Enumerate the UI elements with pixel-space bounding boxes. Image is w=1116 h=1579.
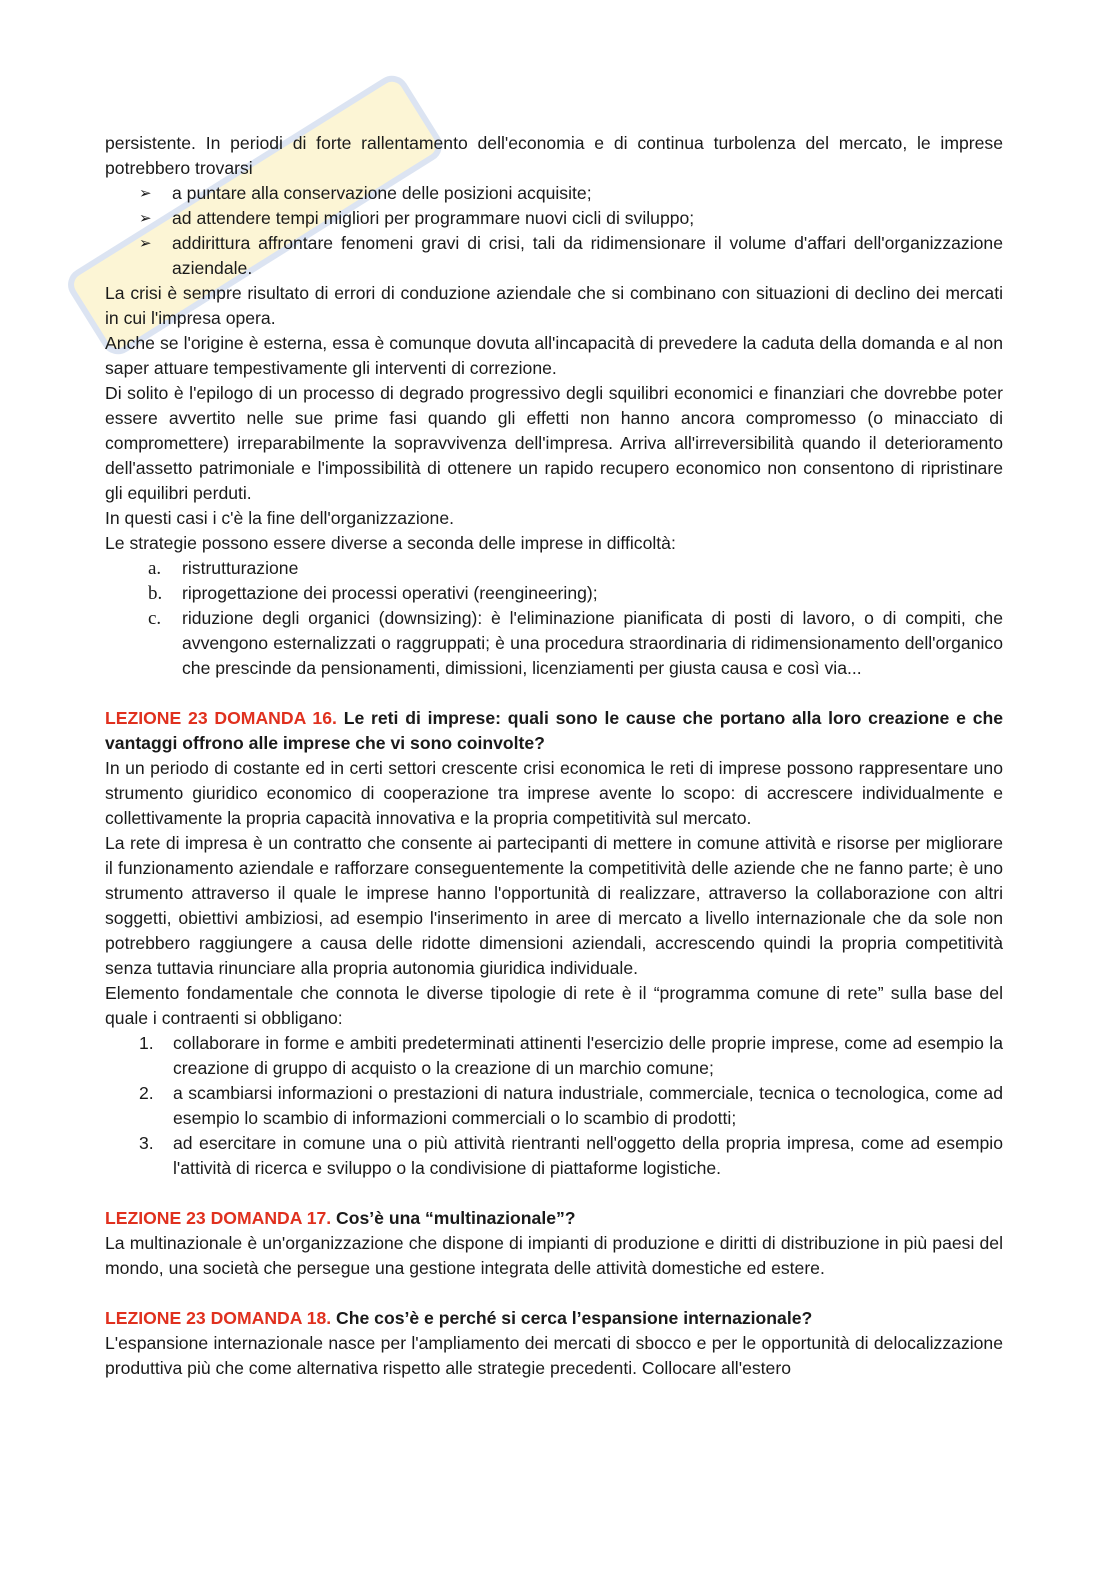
- list-marker: c.: [148, 608, 162, 629]
- question-text: Le reti di imprese: quali sono le cause che portano alla loro creazione e che vantaggi offrono alle imprese che vi sono coinvolte?: [105, 708, 1004, 753]
- list-item: [105, 1131, 1003, 1181]
- list-marker: a.: [148, 558, 162, 579]
- list-item-text: ad attendere tempi migliori per programmare nuovi cicli di sviluppo;: [172, 208, 695, 228]
- list-marker: 1.: [139, 1033, 154, 1053]
- list-marker: 3.: [139, 1133, 154, 1153]
- list-item-text: addirittura affrontare fenomeni gravi di crisi, tali da ridimensionare il volume d'affari dell'organizzazione aziendale.: [172, 233, 1003, 278]
- paragraph: La crisi è sempre risultato di errori di conduzione aziendale che si combinano con situazioni di declino dei mercati in cui l'impresa opera.: [105, 283, 1003, 328]
- list-marker: b.: [148, 583, 163, 604]
- list-item: [105, 206, 1003, 231]
- obligation-list: [105, 1031, 1003, 1181]
- question-heading-17: [105, 1206, 1003, 1231]
- document-body: [105, 131, 1003, 1381]
- paragraph: Elemento fondamentale che connota le diverse tipologie di rete è il “programma comune di rete” sulla base del quale i contraenti si obbligano:: [105, 983, 1003, 1028]
- bullet-list: [105, 181, 1003, 281]
- list-item-text: riprogettazione dei processi operativi (reengineering);: [182, 583, 598, 603]
- arrow-bullet-icon: ➢: [139, 210, 152, 227]
- list-item: [105, 581, 1003, 606]
- question-heading-18: [105, 1306, 1003, 1331]
- list-item: [105, 181, 1003, 206]
- list-item: [105, 231, 1003, 281]
- spacer: [105, 681, 1003, 706]
- list-item-text: ristrutturazione: [182, 558, 299, 578]
- paragraph: persistente. In periodi di forte rallentamento dell'economia e di continua turbolenza del mercato, le imprese potrebbero trovarsi: [105, 133, 1003, 178]
- list-item-text: ad esercitare in comune una o più attività rientranti nell'oggetto della propria impresa, come ad esempio l'attività di ricerca e sviluppo o la condivisione di piattaforme logistiche.: [173, 1133, 1003, 1178]
- lesson-label: LEZIONE 23 DOMANDA 16.: [105, 708, 337, 728]
- list-item-text: riduzione degli organici (downsizing): è l'eliminazione pianificata di posti di lavoro, o di compiti, che avvengono esternalizzati o raggruppati; è una procedura straordinaria di ridimensionamento dell'organico che prescinde da pensionamenti, dimissioni, licenziamenti per giusta causa e così via...: [182, 608, 1003, 678]
- paragraph: Anche se l'origine è esterna, essa è comunque dovuta all'incapacità di prevedere la caduta della domanda e al non saper attuare tempestivamente gli interventi di correzione.: [105, 333, 1003, 378]
- list-item: [105, 606, 1003, 681]
- list-item: [105, 556, 1003, 581]
- paragraph: Di solito è l'epilogo di un processo di degrado progressivo degli squilibri economici e finanziari che dovrebbe poter essere avvertito nelle sue prime fasi quando gli effetti non hanno ancora compromesso (o minacciato di compromettere) irreparabilmente la sopravvivenza dell'impresa. Arriva all'irreversibilità quando il deterioramento dell'assetto patrimoniale e l'impossibilità di ottenere un rapido recupero economico non consentono di ripristinare gli equilibri perduti.: [105, 383, 1003, 503]
- paragraph: In un periodo di costante ed in certi settori crescente crisi economica le reti di imprese possono rappresentare uno strumento giuridico economico di cooperazione tra imprese avente lo scopo: di accrescere individualmente e collettivamente la propria capacità innovativa e la propria competitività sul mercato.: [105, 758, 1003, 828]
- list-item-text: collaborare in forme e ambiti predeterminati attinenti l'esercizio delle proprie imprese, come ad esempio la creazione di gruppo di acquisto o la creazione di un marchio comune;: [173, 1033, 1003, 1078]
- list-item-text: a scambiarsi informazioni o prestazioni di natura industriale, commerciale, tecnica o tecnologica, come ad esempio lo scambio di informazioni commerciali o lo scambio di prodotti;: [173, 1083, 1003, 1128]
- arrow-bullet-icon: ➢: [139, 235, 152, 252]
- question-text: Che cos’è e perché si cerca l’espansione internazionale?: [336, 1308, 813, 1328]
- list-item-text: a puntare alla conservazione delle posizioni acquisite;: [172, 183, 592, 203]
- list-item: [105, 1081, 1003, 1131]
- paragraph: La rete di impresa è un contratto che consente ai partecipanti di mettere in comune attività e risorse per migliorare il funzionamento aziendale e rafforzare conseguentemente la competitività delle aziende che ne fanno parte; è uno strumento attraverso il quale le imprese hanno l'opportunità di realizzare, attraverso la collaborazione con altri soggetti, obiettivi ambiziosi, ad esempio l'inserimento in aree di mercato a livello internazionale che da sole non potrebbero raggiungere a causa delle ridotte dimensioni aziendali, accrescendo quindi la propria competitività senza tuttavia rinunciare alla propria autonomia giuridica individuale.: [105, 833, 1003, 978]
- question-heading-16: [105, 706, 1003, 756]
- lesson-label: LEZIONE 23 DOMANDA 18.: [105, 1308, 332, 1328]
- lesson-label: LEZIONE 23 DOMANDA 17.: [105, 1208, 332, 1228]
- strategy-list: [105, 556, 1003, 681]
- paragraph: La multinazionale è un'organizzazione che dispone di impianti di produzione e diritti di distribuzione in più paesi del mondo, una società che persegue una gestione integrata delle attività domestiche ed estere.: [105, 1233, 1003, 1278]
- arrow-bullet-icon: ➢: [139, 185, 152, 202]
- paragraph: L'espansione internazionale nasce per l'ampliamento dei mercati di sbocco e per le opportunità di delocalizzazione produttiva più che come alternativa rispetto alle strategie precedenti. Collocare all'estero: [105, 1333, 1003, 1378]
- paragraph: In questi casi i c'è la fine dell'organizzazione.: [105, 508, 455, 528]
- spacer: [105, 1281, 1003, 1306]
- question-text: Cos’è una “multinazionale”?: [336, 1208, 576, 1228]
- list-item: [105, 1031, 1003, 1081]
- list-marker: 2.: [139, 1083, 154, 1103]
- paragraph: Le strategie possono essere diverse a seconda delle imprese in difficoltà:: [105, 533, 676, 553]
- spacer: [105, 1181, 1003, 1206]
